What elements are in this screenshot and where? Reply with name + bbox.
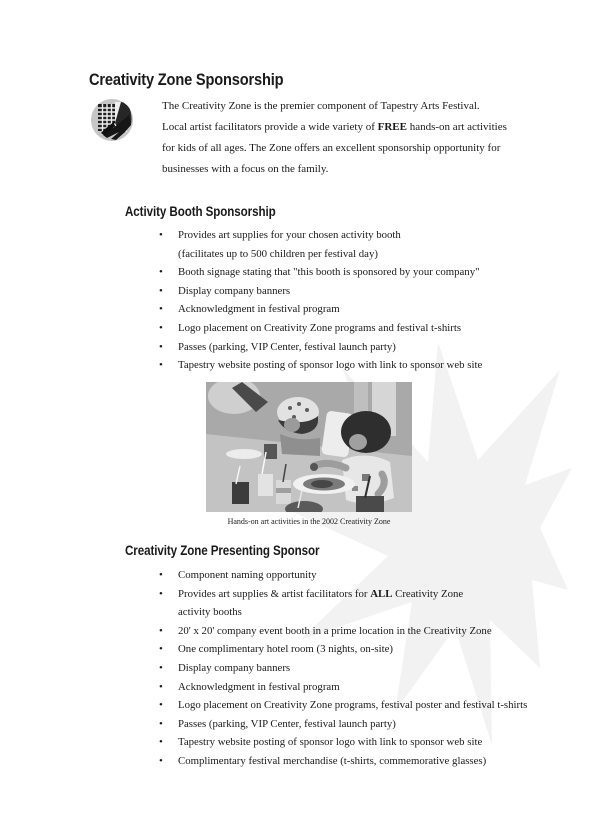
list-item-text: Provides art supplies & artist facilitators for ALL Creativity Zone — [178, 587, 464, 600]
list-item-text: Display company banners — [178, 284, 291, 297]
bullet-icon: • — [159, 680, 163, 693]
bullet-icon — [159, 603, 178, 622]
bullet-icon: • — [159, 266, 163, 279]
activity-booth-benefits-list — [159, 226, 597, 375]
list-item-text: Logo placement on Creativity Zone programs and festival t-shirts — [178, 321, 462, 334]
list-item-text: Provides art supplies for your chosen activity booth — [178, 229, 401, 241]
list-item — [159, 585, 597, 604]
section-heading-presenting-sponsor: Creativity Zone Presenting Sponsor — [125, 543, 320, 558]
bullet-icon: • — [159, 359, 163, 372]
list-item-text: (facilitates up to 500 children per festival day) — [178, 247, 378, 260]
list-item — [159, 226, 597, 245]
bullet-icon: • — [159, 661, 163, 674]
list-item — [159, 566, 597, 585]
list-item — [159, 733, 597, 752]
festival-photo — [206, 382, 412, 512]
list-item — [159, 640, 597, 659]
list-item — [159, 282, 597, 301]
list-item-text: Complimentary festival merchandise (t-shirts, commemorative glasses) — [178, 754, 487, 767]
bullet-icon: • — [159, 717, 163, 730]
bullet-icon: • — [159, 754, 163, 767]
list-item-text: One complimentary hotel room (3 nights, on-site) — [178, 643, 393, 656]
page-title: Creativity Zone Sponsorship — [89, 70, 284, 89]
list-item-text: Passes (parking, VIP Center, festival launch party) — [178, 717, 396, 730]
list-item — [159, 603, 597, 622]
list-item — [159, 356, 597, 375]
list-item — [159, 659, 597, 678]
list-item — [159, 752, 597, 771]
bullet-icon: • — [159, 569, 163, 581]
bullet-icon: • — [159, 303, 163, 316]
list-item — [159, 263, 597, 282]
section-heading-activity-booth: Activity Booth Sponsorship — [125, 204, 276, 219]
halftone-building-hand-icon — [91, 99, 133, 141]
bullet-icon: • — [159, 736, 163, 749]
list-item-text: Passes (parking, VIP Center, festival launch party) — [178, 340, 396, 353]
list-item — [159, 319, 597, 338]
bullet-icon: • — [159, 643, 163, 656]
list-item — [159, 622, 597, 641]
list-item — [159, 678, 597, 697]
bullet-icon — [159, 245, 178, 264]
presenting-sponsor-benefits-list — [159, 566, 597, 771]
list-item-text: Acknowledgment in festival program — [178, 303, 340, 316]
list-item-text: Acknowledgment in festival program — [178, 680, 340, 693]
intro-paragraph: The Creativity Zone is the premier component of Tapestry Arts Festival. Local artist facilitators provide a wide variety of FREE hands-on art activities for kids of all ages. The Zone offers an excellent sponsorship opportunity for businesses with a focus on the family. — [162, 100, 507, 175]
list-item-text: Component naming opportunity — [178, 569, 317, 581]
list-item-text: Logo placement on Creativity Zone programs, festival poster and festival t-shirts — [178, 699, 528, 712]
bullet-icon: • — [159, 699, 163, 712]
bullet-icon: • — [159, 321, 163, 334]
list-item — [159, 300, 597, 319]
list-item — [159, 715, 597, 734]
list-item — [159, 338, 597, 357]
bullet-icon: • — [159, 340, 163, 353]
list-item-text: 20' x 20' company event booth in a prime location in the Creativity Zone — [178, 624, 492, 637]
list-item-text: Booth signage stating that "this booth is sponsored by your company" — [178, 266, 480, 279]
bullet-icon: • — [159, 229, 163, 241]
photo-caption: Hands-on art activities in the 2002 Creativity Zone — [227, 517, 391, 526]
list-item — [159, 696, 597, 715]
list-item — [159, 245, 597, 264]
bullet-icon: • — [159, 624, 163, 637]
list-item-text: Tapestry website posting of sponsor logo with link to sponsor web site — [178, 359, 483, 372]
list-item-text: Display company banners — [178, 661, 291, 674]
list-item-text: Tapestry website posting of sponsor logo with link to sponsor web site — [178, 736, 483, 749]
list-item-text: activity booths — [178, 606, 242, 619]
bullet-icon: • — [159, 587, 163, 600]
bullet-icon: • — [159, 284, 163, 297]
